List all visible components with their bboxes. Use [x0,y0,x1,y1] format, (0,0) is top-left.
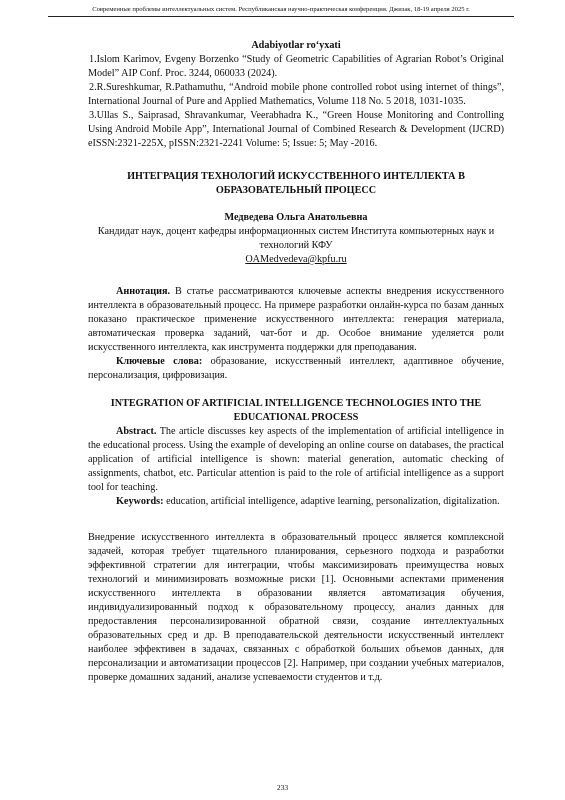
keywords-ru-text: образование, искусственный интеллект, адаптивное обучение, персонализация, цифровизация. [88,356,505,381]
keywords-ru-label: Ключевые слова: [116,356,203,367]
author-name: Медведева Ольга Анатольевна [224,212,368,223]
running-header: Современные проблемы интеллектуальных систем. Республиканская научно-практическая конференция. Джизак, 18-19 апреля 2025 г. [92,6,470,13]
abstract-ru [88,285,504,355]
references-list [88,53,504,151]
abstract-en-text: The article discusses key aspects of the implementation of artificial intelligence in the educational process. Using the example of developing an online course on databases, the practical application of artificial intelligence is shown: material generation, automatic checking of assignments, chatbot, etc. Particular attention is paid to the role of artificial intelligence as a support tool for teaching. [88,426,504,493]
abstract-en-label: Abstract. [116,426,157,437]
page-body [88,39,504,685]
author-email-link[interactable]: OAMedvedeva@kpfu.ru [245,254,347,265]
abstract-ru-label: Аннотация. [116,286,171,297]
keywords-en-text: education, artificial intelligence, adaptive learning, personalization, digitalization. [163,496,500,507]
abstract-ru-text: В статье рассматриваются ключевые аспекты внедрения искусственного интеллекта в образовательный процесс. На примере разработки онлайн-курса по базам данных показано практическое применение искусственного интеллекта: генерация материала, автоматическая проверка заданий, чат-бот и др. Особое внимание уделяется роли искусственного интеллекта, как инструмента поддержки для преподавания. [88,286,504,353]
keywords-ru [88,355,504,383]
article-title-ru: ИНТЕГРАЦИЯ ТЕХНОЛОГИЙ ИСКУССТВЕННОГО ИНТЕЛЛЕКТА В ОБРАЗОВАТЕЛЬНЫЙ ПРОЦЕСС [127,171,465,196]
keywords-en [88,495,504,509]
keywords-en-label: Keywords: [116,496,164,507]
reference-item: 3.Ullas S., Saiprasad, Shravankumar, Veerabhadra K., “Green House Monitoring and Controlling Using Android Mobile App”, International Journal of Combined Research & Development (IJCRD) eISSN:2321-225X, pISSN:2321-2241 Volume: 5; Issue: 5; May -2016. [88,110,504,149]
article-title-en: INTEGRATION OF ARTIFICIAL INTELLIGENCE TECHNOLOGIES INTO THE EDUCATIONAL PROCESS [110,398,482,423]
body-paragraph: Внедрение искусственного интеллекта в образовательный процесс является комплексной задачей, которая требует тщательного планирования, серьезного подхода и разработки эффективной стратегии для интеграции, чтобы максимизировать преимущества новых технологий и минимизировать возможные риски [1]. Основными аспектами применения искусственного интеллекта в образовании является автоматизация обучения, индивидуализированный подход к образовательному процессу, анализ данных для предоставления персонализированной обратной связи, создание интеллектуальных образовательных сред и др. В преподавательской деятельности искусственный интеллект наиболее эффективен в задачах, связанных с обработкой больших объемов данных, для персонализации и автоматизации процессов [2]. Например, при создании учебных материалов, проверке домашних заданий, анализе успеваемости студентов и т.д. [88,532,504,683]
abstract-en [88,425,504,495]
page-number: 233 [276,783,289,792]
header-rule [48,16,514,17]
references-heading: Adabiyotlar ro‘yxati [251,40,341,51]
reference-item: 2.R.Sureshkumar, R.Pathamuthu, “Android mobile phone controlled robot using internet of things”, International Journal of Pure and Applied Mathematics, Volume 118 No. 5 2018, 1031-1035. [88,82,504,107]
author-affiliation: Кандидат наук, доцент кафедры информационных систем Института компьютерных наук и технологий КФУ [97,226,495,251]
reference-item: 1.Islom Karimov, Evgeny Borzenko “Study of Geometric Capabilities of Agrarian Robot’s Original Model” AIP Conf. Proc. 3244, 060033 (2024). [88,54,504,79]
